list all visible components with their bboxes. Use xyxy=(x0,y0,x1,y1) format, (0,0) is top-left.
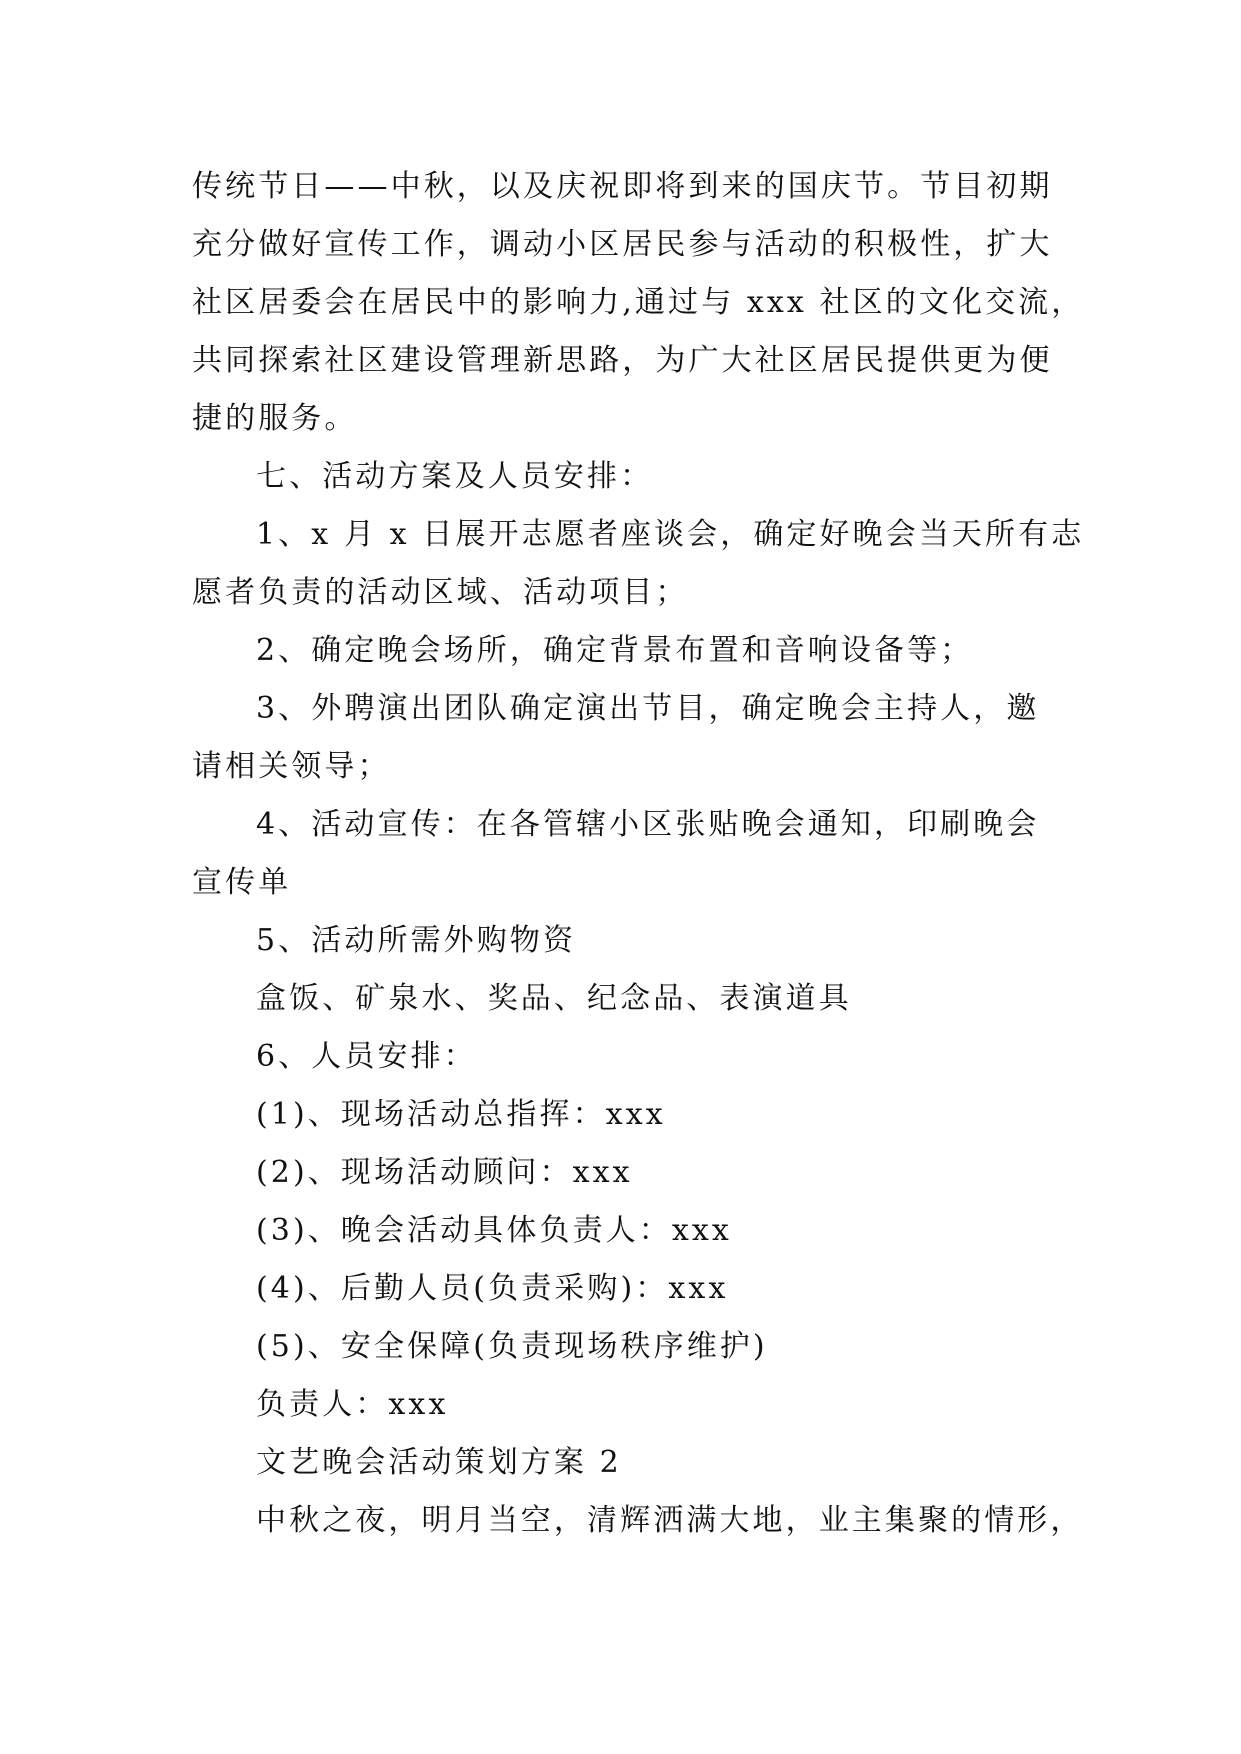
document-page xyxy=(192,158,1085,1550)
text-line: 3、外聘演出团队确定演出节目，确定晚会主持人，邀 xyxy=(256,691,1040,726)
list-item: (2)、现场活动顾问：xxx xyxy=(256,1155,633,1190)
text-line: 共同探索社区建设管理新思路，为广大社区居民提供更为便 xyxy=(192,343,1053,378)
text-line: 1、x 月 x 日展开志愿者座谈会，确定好晚会当天所有志 xyxy=(256,517,1085,552)
text-line: 负责人：xxx xyxy=(256,1387,449,1422)
text-line: 捷的服务。 xyxy=(192,401,358,436)
section-heading: 七、活动方案及人员安排： xyxy=(256,459,654,494)
text-line: 传统节日——中秋，以及庆祝即将到来的国庆节。节目初期 xyxy=(192,169,1053,204)
text-line: 6、人员安排： xyxy=(256,1039,477,1074)
text-line: 中秋之夜，明月当空，清辉洒满大地，业主集聚的情形， xyxy=(256,1503,1084,1538)
list-item: (4)、后勤人员(负责采购)：xxx xyxy=(256,1271,729,1306)
text-line: 社区居委会在居民中的影响力,通过与 xxx 社区的文化交流， xyxy=(192,285,1085,320)
list-item: (5)、安全保障(负责现场秩序维护) xyxy=(256,1329,768,1364)
text-line: 4、活动宣传：在各管辖小区张贴晚会通知，印刷晚会 xyxy=(256,807,1040,842)
text-line: 宣传单 xyxy=(192,865,292,900)
text-line: 2、确定晚会场所，确定背景布置和音响设备等； xyxy=(256,633,974,668)
section-title: 文艺晚会活动策划方案 2 xyxy=(256,1445,622,1480)
text-line: 充分做好宣传工作，调动小区居民参与活动的积极性，扩大 xyxy=(192,227,1053,262)
list-item: (3)、晚会活动具体负责人：xxx xyxy=(256,1213,732,1248)
text-line: 盒饭、矿泉水、奖品、纪念品、表演道具 xyxy=(256,981,852,1016)
list-item: (1)、现场活动总指挥：xxx xyxy=(256,1097,666,1132)
text-line: 5、活动所需外购物资 xyxy=(256,923,577,958)
text-line: 愿者负责的活动区域、活动项目； xyxy=(192,575,689,610)
text-line: 请相关领导； xyxy=(192,749,391,784)
